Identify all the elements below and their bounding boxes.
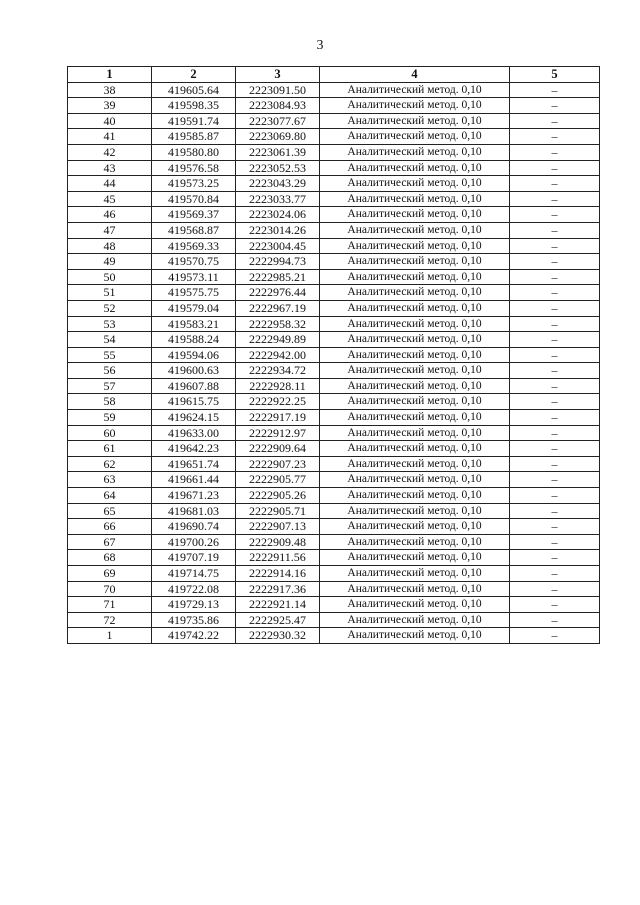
method-cell: Аналитический метод. 0,10	[320, 191, 510, 207]
method-cell: Аналитический метод. 0,10	[320, 519, 510, 535]
point-number-cell: 46	[68, 207, 152, 223]
x-coordinate-cell: 419700.26	[152, 534, 236, 550]
x-coordinate-cell: 419624.15	[152, 410, 236, 426]
table-row	[68, 332, 600, 348]
note-cell: –	[510, 503, 600, 519]
y-coordinate-cell: 2222976.44	[236, 285, 320, 301]
note-cell: –	[510, 425, 600, 441]
x-coordinate-cell: 419600.63	[152, 363, 236, 379]
x-coordinate-cell: 419742.22	[152, 628, 236, 644]
point-number-cell: 71	[68, 597, 152, 613]
x-coordinate-cell: 419588.24	[152, 332, 236, 348]
method-cell: Аналитический метод. 0,10	[320, 410, 510, 426]
method-cell: Аналитический метод. 0,10	[320, 394, 510, 410]
table-row	[68, 410, 600, 426]
page-number: 3	[316, 38, 324, 53]
method-cell: Аналитический метод. 0,10	[320, 113, 510, 129]
note-cell: –	[510, 316, 600, 332]
table-row	[68, 534, 600, 550]
point-number-cell: 53	[68, 316, 152, 332]
x-coordinate-cell: 419681.03	[152, 503, 236, 519]
point-number-cell: 54	[68, 332, 152, 348]
note-cell: –	[510, 98, 600, 114]
point-number-cell: 38	[68, 82, 152, 98]
y-coordinate-cell: 2222994.73	[236, 254, 320, 270]
y-coordinate-cell: 2222930.32	[236, 628, 320, 644]
x-coordinate-cell: 419642.23	[152, 441, 236, 457]
point-number-cell: 70	[68, 581, 152, 597]
note-cell: –	[510, 581, 600, 597]
table-row	[68, 300, 600, 316]
note-cell: –	[510, 472, 600, 488]
method-cell: Аналитический метод. 0,10	[320, 176, 510, 192]
x-coordinate-cell: 419735.86	[152, 612, 236, 628]
x-coordinate-cell: 419722.08	[152, 581, 236, 597]
y-coordinate-cell: 2222909.48	[236, 534, 320, 550]
x-coordinate-cell: 419615.75	[152, 394, 236, 410]
point-number-cell: 63	[68, 472, 152, 488]
y-coordinate-cell: 2222907.13	[236, 519, 320, 535]
point-number-cell: 58	[68, 394, 152, 410]
note-cell: –	[510, 410, 600, 426]
point-number-cell: 39	[68, 98, 152, 114]
table-row	[68, 472, 600, 488]
table-row	[68, 488, 600, 504]
note-cell: –	[510, 534, 600, 550]
method-cell: Аналитический метод. 0,10	[320, 82, 510, 98]
method-cell: Аналитический метод. 0,10	[320, 347, 510, 363]
x-coordinate-cell: 419671.23	[152, 488, 236, 504]
point-number-cell: 45	[68, 191, 152, 207]
method-cell: Аналитический метод. 0,10	[320, 378, 510, 394]
point-number-cell: 64	[68, 488, 152, 504]
note-cell: –	[510, 456, 600, 472]
note-cell: –	[510, 269, 600, 285]
x-coordinate-cell: 419651.74	[152, 456, 236, 472]
table-row	[68, 550, 600, 566]
method-cell: Аналитический метод. 0,10	[320, 488, 510, 504]
x-coordinate-cell: 419573.25	[152, 176, 236, 192]
point-number-cell: 55	[68, 347, 152, 363]
y-coordinate-cell: 2222905.77	[236, 472, 320, 488]
note-cell: –	[510, 285, 600, 301]
table-row	[68, 612, 600, 628]
note-cell: –	[510, 347, 600, 363]
table-row	[68, 82, 600, 98]
x-coordinate-cell: 419605.64	[152, 82, 236, 98]
x-coordinate-cell: 419569.37	[152, 207, 236, 223]
point-number-cell: 49	[68, 254, 152, 270]
method-cell: Аналитический метод. 0,10	[320, 581, 510, 597]
y-coordinate-cell: 2223061.39	[236, 144, 320, 160]
column-header-3: 3	[236, 67, 320, 83]
note-cell: –	[510, 597, 600, 613]
point-number-cell: 42	[68, 144, 152, 160]
method-cell: Аналитический метод. 0,10	[320, 207, 510, 223]
x-coordinate-cell: 419661.44	[152, 472, 236, 488]
note-cell: –	[510, 394, 600, 410]
table-row	[68, 597, 600, 613]
method-cell: Аналитический метод. 0,10	[320, 425, 510, 441]
y-coordinate-cell: 2222917.36	[236, 581, 320, 597]
method-cell: Аналитический метод. 0,10	[320, 160, 510, 176]
point-number-cell: 67	[68, 534, 152, 550]
column-header-4: 4	[320, 67, 510, 83]
point-number-cell: 43	[68, 160, 152, 176]
method-cell: Аналитический метод. 0,10	[320, 456, 510, 472]
table-header-row	[68, 67, 600, 83]
table-row	[68, 581, 600, 597]
method-cell: Аналитический метод. 0,10	[320, 363, 510, 379]
note-cell: –	[510, 113, 600, 129]
point-number-cell: 52	[68, 300, 152, 316]
note-cell: –	[510, 488, 600, 504]
note-cell: –	[510, 300, 600, 316]
method-cell: Аналитический метод. 0,10	[320, 222, 510, 238]
note-cell: –	[510, 144, 600, 160]
method-cell: Аналитический метод. 0,10	[320, 441, 510, 457]
x-coordinate-cell: 419580.80	[152, 144, 236, 160]
table-row	[68, 566, 600, 582]
method-cell: Аналитический метод. 0,10	[320, 129, 510, 145]
point-number-cell: 72	[68, 612, 152, 628]
x-coordinate-cell: 419570.84	[152, 191, 236, 207]
x-coordinate-cell: 419707.19	[152, 550, 236, 566]
y-coordinate-cell: 2223077.67	[236, 113, 320, 129]
y-coordinate-cell: 2223024.06	[236, 207, 320, 223]
method-cell: Аналитический метод. 0,10	[320, 612, 510, 628]
note-cell: –	[510, 176, 600, 192]
x-coordinate-cell: 419576.58	[152, 160, 236, 176]
note-cell: –	[510, 628, 600, 644]
x-coordinate-cell: 419579.04	[152, 300, 236, 316]
table-row	[68, 285, 600, 301]
point-number-cell: 51	[68, 285, 152, 301]
x-coordinate-cell: 419570.75	[152, 254, 236, 270]
y-coordinate-cell: 2223033.77	[236, 191, 320, 207]
note-cell: –	[510, 378, 600, 394]
point-number-cell: 69	[68, 566, 152, 582]
note-cell: –	[510, 238, 600, 254]
x-coordinate-cell: 419729.13	[152, 597, 236, 613]
table-row	[68, 316, 600, 332]
table-row	[68, 441, 600, 457]
table-row	[68, 144, 600, 160]
table-row	[68, 425, 600, 441]
table-row	[68, 456, 600, 472]
point-number-cell: 1	[68, 628, 152, 644]
method-cell: Аналитический метод. 0,10	[320, 238, 510, 254]
y-coordinate-cell: 2222934.72	[236, 363, 320, 379]
table-row	[68, 378, 600, 394]
point-number-cell: 61	[68, 441, 152, 457]
y-coordinate-cell: 2222949.89	[236, 332, 320, 348]
y-coordinate-cell: 2222907.23	[236, 456, 320, 472]
point-number-cell: 68	[68, 550, 152, 566]
point-number-cell: 50	[68, 269, 152, 285]
column-header-1: 1	[68, 67, 152, 83]
method-cell: Аналитический метод. 0,10	[320, 550, 510, 566]
method-cell: Аналитический метод. 0,10	[320, 503, 510, 519]
table-row	[68, 628, 600, 644]
note-cell: –	[510, 160, 600, 176]
y-coordinate-cell: 2222922.25	[236, 394, 320, 410]
table-row	[68, 347, 600, 363]
method-cell: Аналитический метод. 0,10	[320, 332, 510, 348]
y-coordinate-cell: 2222967.19	[236, 300, 320, 316]
point-number-cell: 65	[68, 503, 152, 519]
note-cell: –	[510, 254, 600, 270]
x-coordinate-cell: 419575.75	[152, 285, 236, 301]
method-cell: Аналитический метод. 0,10	[320, 285, 510, 301]
point-number-cell: 66	[68, 519, 152, 535]
column-header-2: 2	[152, 67, 236, 83]
x-coordinate-cell: 419714.75	[152, 566, 236, 582]
note-cell: –	[510, 363, 600, 379]
table-row	[68, 222, 600, 238]
point-number-cell: 60	[68, 425, 152, 441]
point-number-cell: 40	[68, 113, 152, 129]
column-header-5: 5	[510, 67, 600, 83]
note-cell: –	[510, 519, 600, 535]
point-number-cell: 59	[68, 410, 152, 426]
y-coordinate-cell: 2223091.50	[236, 82, 320, 98]
y-coordinate-cell: 2222942.00	[236, 347, 320, 363]
y-coordinate-cell: 2222985.21	[236, 269, 320, 285]
method-cell: Аналитический метод. 0,10	[320, 628, 510, 644]
note-cell: –	[510, 550, 600, 566]
table-row	[68, 207, 600, 223]
table-row	[68, 191, 600, 207]
x-coordinate-cell: 419591.74	[152, 113, 236, 129]
note-cell: –	[510, 332, 600, 348]
x-coordinate-cell: 419607.88	[152, 378, 236, 394]
y-coordinate-cell: 2222911.56	[236, 550, 320, 566]
point-number-cell: 48	[68, 238, 152, 254]
table-row	[68, 113, 600, 129]
table-row	[68, 98, 600, 114]
method-cell: Аналитический метод. 0,10	[320, 597, 510, 613]
x-coordinate-cell: 419573.11	[152, 269, 236, 285]
table-row	[68, 363, 600, 379]
x-coordinate-cell: 419585.87	[152, 129, 236, 145]
table-row	[68, 238, 600, 254]
note-cell: –	[510, 222, 600, 238]
x-coordinate-cell: 419598.35	[152, 98, 236, 114]
x-coordinate-cell: 419690.74	[152, 519, 236, 535]
y-coordinate-cell: 2222914.16	[236, 566, 320, 582]
y-coordinate-cell: 2222921.14	[236, 597, 320, 613]
note-cell: –	[510, 207, 600, 223]
y-coordinate-cell: 2222958.32	[236, 316, 320, 332]
y-coordinate-cell: 2223052.53	[236, 160, 320, 176]
method-cell: Аналитический метод. 0,10	[320, 98, 510, 114]
table-row	[68, 269, 600, 285]
table-row	[68, 160, 600, 176]
table-row	[68, 519, 600, 535]
note-cell: –	[510, 566, 600, 582]
x-coordinate-cell: 419633.00	[152, 425, 236, 441]
x-coordinate-cell: 419569.33	[152, 238, 236, 254]
y-coordinate-cell: 2222928.11	[236, 378, 320, 394]
method-cell: Аналитический метод. 0,10	[320, 566, 510, 582]
x-coordinate-cell: 419583.21	[152, 316, 236, 332]
y-coordinate-cell: 2223043.29	[236, 176, 320, 192]
point-number-cell: 44	[68, 176, 152, 192]
method-cell: Аналитический метод. 0,10	[320, 300, 510, 316]
point-number-cell: 56	[68, 363, 152, 379]
table-body	[68, 82, 600, 643]
point-number-cell: 41	[68, 129, 152, 145]
y-coordinate-cell: 2222909.64	[236, 441, 320, 457]
coordinates-table	[67, 66, 600, 644]
y-coordinate-cell: 2222912.97	[236, 425, 320, 441]
table-row	[68, 503, 600, 519]
method-cell: Аналитический метод. 0,10	[320, 144, 510, 160]
point-number-cell: 62	[68, 456, 152, 472]
point-number-cell: 47	[68, 222, 152, 238]
method-cell: Аналитический метод. 0,10	[320, 316, 510, 332]
note-cell: –	[510, 441, 600, 457]
note-cell: –	[510, 82, 600, 98]
point-number-cell: 57	[68, 378, 152, 394]
table-row	[68, 129, 600, 145]
table-row	[68, 176, 600, 192]
y-coordinate-cell: 2222925.47	[236, 612, 320, 628]
y-coordinate-cell: 2222917.19	[236, 410, 320, 426]
y-coordinate-cell: 2222905.26	[236, 488, 320, 504]
note-cell: –	[510, 612, 600, 628]
x-coordinate-cell: 419568.87	[152, 222, 236, 238]
method-cell: Аналитический метод. 0,10	[320, 269, 510, 285]
y-coordinate-cell: 2222905.71	[236, 503, 320, 519]
x-coordinate-cell: 419594.06	[152, 347, 236, 363]
y-coordinate-cell: 2223004.45	[236, 238, 320, 254]
table-row	[68, 254, 600, 270]
y-coordinate-cell: 2223084.93	[236, 98, 320, 114]
method-cell: Аналитический метод. 0,10	[320, 472, 510, 488]
note-cell: –	[510, 191, 600, 207]
table-row	[68, 394, 600, 410]
method-cell: Аналитический метод. 0,10	[320, 254, 510, 270]
y-coordinate-cell: 2223069.80	[236, 129, 320, 145]
y-coordinate-cell: 2223014.26	[236, 222, 320, 238]
note-cell: –	[510, 129, 600, 145]
method-cell: Аналитический метод. 0,10	[320, 534, 510, 550]
